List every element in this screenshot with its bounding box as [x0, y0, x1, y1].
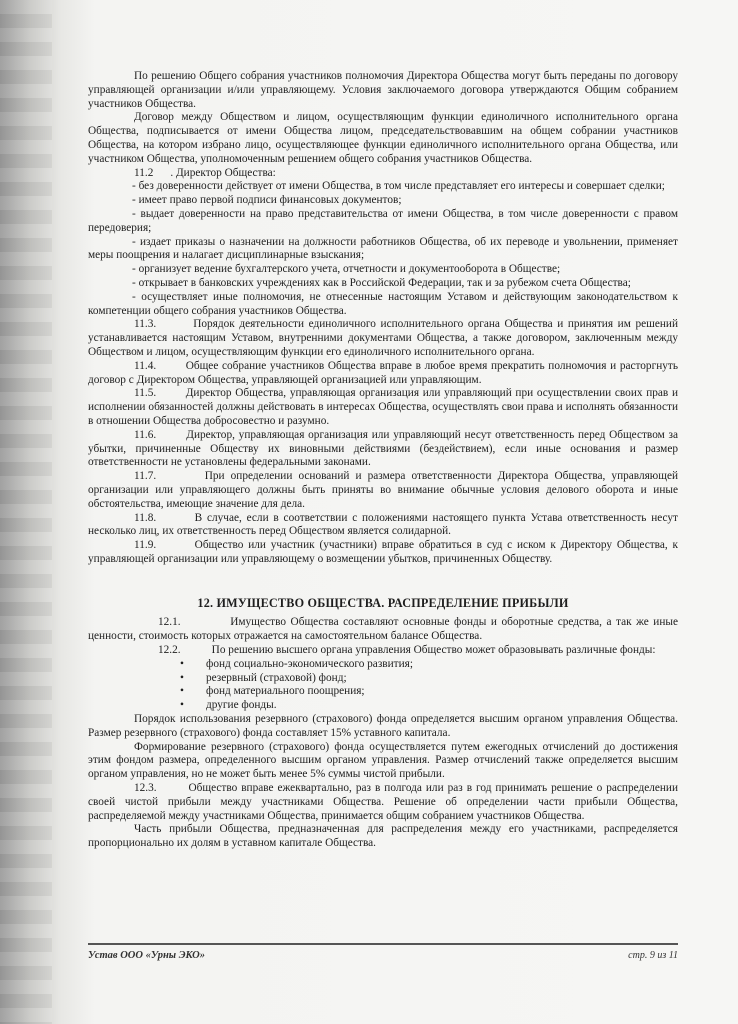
- clause-text: Имущество Общества составляют основные фонды и оборотные средства, а так же иные ценности, стоимость которых отражается на самостоятельном балансе Общества.: [88, 616, 678, 643]
- footer-document-title: Устав ООО «Урны ЭКО»: [88, 950, 206, 961]
- clause-text: Общее собрание участников Общества вправе в любое время прекратить полномочия и расторгнуть договор с Директором Общества, управляющей организацией или управляющим.: [88, 359, 678, 386]
- director-power-item: - имеет право первой подписи финансовых документов;: [132, 194, 402, 207]
- clause-11-2: [88, 167, 678, 181]
- clause-11-3: [88, 318, 678, 359]
- director-power-item: - организует ведение бухгалтерского учета, отчетности и документооборота в Обществе;: [132, 263, 561, 276]
- paragraph-reserve-order: Порядок использования резервного (страхового) фонда определяется высшим органом управления Общества. Размер резервного (страхового) фонда составляет 15% уставного капитала.: [88, 713, 678, 739]
- clause-number: 12.2.: [158, 644, 181, 657]
- binding-shadow: [0, 0, 52, 1024]
- clause-text: . Директор Общества:: [170, 166, 276, 179]
- clause-text: Порядок деятельности единоличного исполнительного органа Общества и принятия им решений устанавливается настоящим Уставом, внутренними документами Общества, а также договором, заключенным между Обществом и лицом, осуществляющим функции его единоличного исполнительного органа.: [88, 318, 679, 358]
- clause-text: Директор Общества, управляющая организация или управляющий при осуществлении своих прав и исполнении обязанностей должны действовать в интересах Общества, осуществлять свои права и исполнять обязанности в отношении Общества добросовестно и разумно.: [88, 387, 678, 427]
- clause-text: В случае, если в соответствии с положениями настоящего пункта Устава ответственность несут несколько лиц, их ответственность перед Обществом является солидарной.: [88, 511, 678, 538]
- footer-page-number: стр. 9 из 11: [628, 950, 678, 961]
- paragraph-director-contract: Договор между Обществом и лицом, осуществляющим функции единоличного исполнительного органа Общества, подписывается от имени Общества лицом, председательствовавшим на общем собрании участников Общества, на котором избрано лицо, осуществляющее функции единоличного исполнительного органа Общества, или участником Общества, уполномоченным решением общего собрания участников Общества.: [88, 111, 678, 165]
- paragraph-reserve-formation: Формирование резервного (страхового) фонда осуществляется путем ежегодных отчислений до достижения этим фондом размера, определенного высшим органом управления. Размер отчислений также определяется высшим органом управления, но не может быть менее 5% суммы чистой прибыли.: [88, 740, 678, 781]
- clause-11-8: [88, 512, 678, 540]
- clause-number: 11.7.: [134, 470, 157, 483]
- funds-list: [88, 658, 678, 713]
- clause-text: Общество вправе ежеквартально, раз в полгода или раз в год принимать решение о распределении своей чистой прибыли между участниками Общества. Решение об определении части прибыли Общества, распределяемой между участниками Общества, принимается общим собранием участников Общества.: [88, 782, 679, 822]
- clause-11-4: [88, 360, 678, 388]
- director-power-item: - без доверенности действует от имени Общества, в том числе представляет его интересы и совершает сделки;: [132, 180, 665, 193]
- director-power-item: - открывает в банковских учреждениях как в Российской Федерации, так и за рубежом счета Общества;: [132, 276, 631, 289]
- clause-12-1: [88, 616, 678, 644]
- clause-number: 11.6.: [134, 428, 157, 441]
- clause-number: 12.1.: [158, 616, 181, 629]
- list-item: • другие фонды.: [206, 699, 678, 713]
- paragraph-director-transfer: По решению Общего собрания участников полномочия Директора Общества могут быть переданы по договору управляющей организации и/или управляющему. Условия заключаемого договора утверждаются Общим собранием участников Общества.: [88, 70, 678, 110]
- clause-12-2: [88, 644, 678, 658]
- clause-11-7: [88, 470, 678, 511]
- clause-text: Общество или участник (участники) вправе обратиться в суд с иском к Директору Общества, к управляющей организации или управляющему о возмещении убытков, причиненных Обществу.: [88, 539, 678, 565]
- director-power-item: - выдает доверенности на право представительства от имени Общества, в том числе доверенности с правом передоверия;: [88, 207, 678, 234]
- clause-number: 12.3.: [134, 782, 157, 795]
- list-item: • фонд материального поощрения;: [206, 685, 678, 699]
- clause-text: Директор, управляющая организация или управляющий несут ответственность перед Обществом за убытки, причиненные Обществу их виновными действиями (бездействием), если иные основания и размер ответственности не установлены федеральными законами.: [88, 428, 679, 469]
- clause-text: При определении оснований и размера ответственности Директора Общества, управляющей организации или управляющего должны быть приняты во внимание обычные условия делового оборота и иные обстоятельства, имеющие значение для дела.: [88, 470, 679, 510]
- clause-text: По решению высшего органа управления Общество может образовывать различные фонды:: [211, 644, 656, 657]
- document-body: [88, 70, 678, 851]
- paragraph-profit-part: Часть прибыли Общества, предназначенная для распределения между его участниками, распределяется пропорционально их долям в уставном капитале Общества.: [88, 823, 678, 850]
- director-power-item: - осуществляет иные полномочия, не отнесенные настоящим Уставом и действующим законодательством к компетенции общего собрания участников Общества.: [88, 290, 678, 317]
- clause-11-9: [88, 539, 678, 567]
- clause-11-6: [88, 429, 678, 470]
- clause-11-5: [88, 387, 678, 428]
- section-12-heading: 12. ИМУЩЕСТВО ОБЩЕСТВА. РАСПРЕДЕЛЕНИЕ ПРИБЫЛИ: [197, 595, 569, 610]
- footer-divider: [88, 943, 678, 945]
- clause-number: 11.2: [134, 166, 154, 179]
- clause-number: 11.9.: [134, 539, 157, 552]
- director-power-item: - издает приказы о назначении на должности работников Общества, об их переводе и увольнении, применяет меры поощрения и налагает дисциплинарные взыскания;: [88, 235, 678, 262]
- clause-number: 11.3.: [134, 318, 157, 331]
- clause-number: 11.4.: [134, 359, 157, 372]
- clause-12-3: [88, 782, 678, 823]
- clause-number: 11.8.: [134, 511, 157, 524]
- list-item: • фонд социально-экономического развития;: [206, 658, 678, 672]
- list-item: • резервный (страховой) фонд;: [206, 672, 678, 686]
- clause-number: 11.5.: [134, 387, 157, 400]
